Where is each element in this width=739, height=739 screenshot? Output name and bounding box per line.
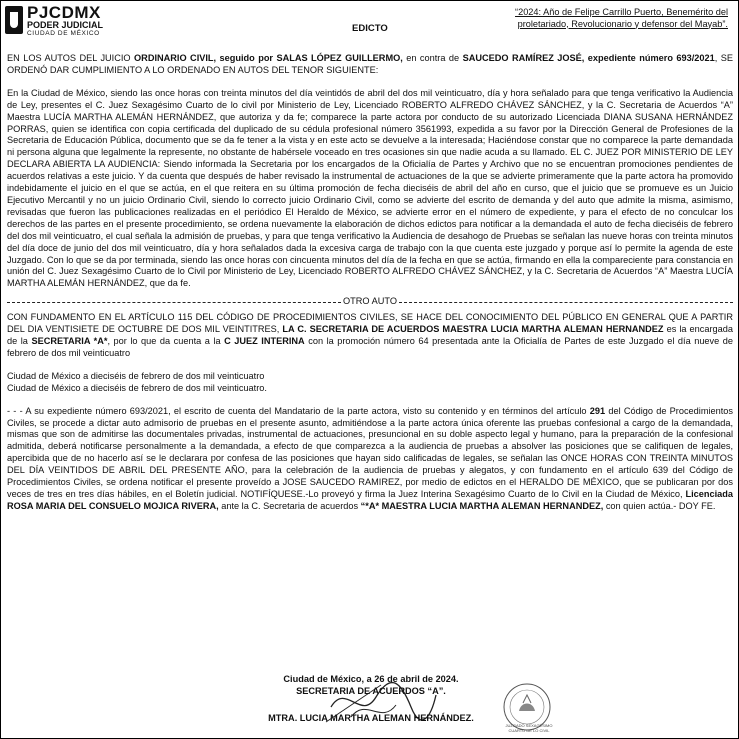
second-text-1: CON FUNDAMENTO EN EL ARTÍCULO 115 DEL CÓDIGO DE PROCEDIMIENTOS CIVILES, SE HACE DEL CONOCIMIENTO DEL PÚBLICO EN GENERAL QUE A PARTIR DEL DIA VENTISIETE DE OCTUBRE DE DOS MIL VEINTITRES, — [7, 312, 733, 335]
second-text-4: con la promoción número 64 presentada ante la Oficialía de Partes de este Juzgado el día nueve de febrero de dos mil veinticuatro — [7, 336, 733, 358]
logo-line1: PODER JUDICIAL — [27, 20, 104, 30]
signature-role: SECRETARIA DE ACUERDOS “A”. — [296, 686, 446, 696]
signature-block — [1, 673, 738, 739]
intro-bold-3: expediente número 693/2021 — [587, 53, 715, 63]
intro-text-1: EN LOS AUTOS DEL JUICIO — [7, 53, 135, 63]
resolution-text-1: - - - A su expediente número 693/2021, el escrito de cuenta del Mandatario de la parte actora, visto su contenido y en términos del artículo — [7, 405, 590, 416]
second-bold-3: C JUEZ INTERINA — [224, 336, 305, 347]
divider-label: OTRO AUTO — [343, 296, 397, 307]
section-divider — [7, 296, 733, 308]
resolution-bold-2: Licenciada ROSA MARIA DEL CONSUELO MOJICA RIVERA, — [7, 489, 733, 511]
intro-text-4: , SE ORDENÓ DAR CUMPLIMIENTO A LO ORDENADO EN AUTOS DEL TENOR SIGUIENTE: — [7, 53, 733, 75]
header — [1, 1, 738, 41]
pjcdmx-emblem-icon — [5, 6, 23, 34]
second-text-2: es la encargada de la — [7, 324, 733, 347]
hearing-paragraph: En la Ciudad de México, siendo las once horas con treinta minutos del día veintidós de abril del dos mil veinticuatro, día y hora señalado para que tenga verificativo la Audiencia de Ley, presentes el C. Juez Sexagésimo Cuarto de lo civil por Ministerio de Ley, Licenciado ROBERTO ALFREDO CHÁVEZ SÁNCHEZ, y la C. Secretaria de Acuerdos “A” Maestra LUCÍA MARTHA ALEMÁN HERNÁNDEZ, que autoriza y da fe; comparece la parte actora por conducto de su autorizado Licenciada DIANA SUSANA HERNÁNDEZ PORRAS, quien se identifica con copia certificada del duplicado de su cédula profesional número 3561993, expedida a su favor por la Dirección General de Profesiones de la Secretaria de Educación Pública, documento que se da fe tener a la vista y en este acto se devuelve a la interesada; Haciéndose constar que no comparece la parte demandada ni persona alguna que legalmente la represente, no obstante de habérsele voceado en tres ocasiones sin que nadie acuda a su llamado. EL C. JUEZ POR MINISTERIO DE LEY DECLARA ABIERTA LA AUDIENCIA: Siendo informada la Secretaria por los encargados de la Oficialía de Partes y Archivo que no se encuentran promociones pendientes de acuerdos relativas a este juicio. Y da cuenta que después de haber revisado la instrumental de actuaciones de la que se advierte primeramente que la parte actora ha promovido indebidamente el juicio en el que se actúa, en el que reitera en su última promoción de fecha dieciséis de abril del año en curso, que el juicio que se promueve es un Juicio Ejecutivo Mercantil y no un juicio Ordinario Civil, siendo lo correcto juicio Ordinario Civil, como se advierte del escrito de demanda y del auto que admite la misma, asimismo, revisadas que fueron las publicaciones realizadas en el periódico El Heraldo de México, se advierte error en el número de expediente, y para el efecto de no conculcar los derechos de las partes en el presente procedimiento, se ordena nuevamente la elaboración de dichos edictos para notificar a la demandada el auto de fecha dieciséis de febrero del dos mil veinticuatro, el cual señala la admisión de pruebas, y para que tenga verificativo la Audiencia de desahogo de Pruebas se señalan las nueve horas con treinta minutos del día doce de junio del dos mil veinticuatro, día y hora señalados dada la excesiva carga de trabajo con la que cuenta este juzgado y porque así lo permite la agenda de este Juzgado. Con lo que se da por terminada, siendo las once horas con cincuenta minutos del día de la fecha en que se actúa, firmando en ella la compareciente para constancia en unión del C. Juez Sexagésimo Cuarto de lo Civil por Ministerio de Ley, Licenciado ROBERTO ALFREDO CHÁVEZ SÁNCHEZ, y la C. Secretaria de Acuerdos “A” Maestra LUCÍA MARTHA ALEMÁN HERNÁNDEZ, que da fe. — [7, 87, 733, 289]
second-bold-1: LA C. SECRETARIA DE ACUERDOS MAESTRA LUCIA MARTHA ALEMAN HERNANDEZ — [282, 324, 664, 335]
document-title: EDICTO — [352, 23, 388, 34]
date-line-2: Ciudad de México a dieciséis de febrero de dos mil veinticuatro. — [7, 382, 267, 393]
logo-brand: PJCDMX — [27, 3, 101, 22]
signature-name: MTRA. LUCIA MARTHA ALEMAN HERNÁNDEZ. — [268, 713, 474, 723]
intro-text-2: en contra de — [402, 53, 463, 63]
intro-paragraph — [7, 53, 733, 77]
resolution-text-2: del Código de Procedimientos Civiles, se procede a dictar auto admisorio de pruebas en el presente asunto, admitiéndose a la parte actora única oferente las pruebas confesional a cargo de la demandada, mismas que son de admitirse las documentales privadas, instrumental de actuaciones, presuncional en su doble aspecto legal y humano, para la preparación de la confesional admitida, deberá notificarse personalmente a la demandada, a efecto de que comparezca a la audiencia de pruebas a absolver las posiciones que se califiquen de legales, apercibida que de no hacerlo así se le declarara por confesa de las posiciones que hayan sido calificadas de legales, se señalan las ONCE HORAS CON TREINTA MINUTOS DEL DÍA VEINTIDOS DE ABRIL DEL PRESENTE AÑO, para la celebración de la audiencia de pruebas y alegatos, y con fundamento en el artículo 639 del Código de Procedimientos Civiles, se ordena notificar el presente proveído a JOSE SAUCEDO RAMIREZ, por medio de edictos en el HERALDO DE MÉXICO, que se publicaran por dos veces de tres en tres días hábiles, en el Boletín judicial. NOTIFÍQUESE.-Lo proveyó y firma la Juez Interina Sexagésimo Cuarto de lo Civil en la Ciudad de México, — [7, 405, 733, 499]
year-motto: “2024: Año de Felipe Carrillo Puerto, Benemérito del proletariado, Revolucionario y defensor del Mayab”. — [515, 7, 728, 29]
resolution-text-3: ante la C. Secretaria de acuerdos — [218, 500, 361, 511]
signature-place-date: Ciudad de México, a 26 de abril de 2024. — [283, 674, 459, 684]
intro-bold-2: SAUCEDO RAMÍREZ JOSÉ, — [462, 53, 585, 63]
pjcdmx-logo — [5, 4, 115, 38]
signature-lines — [201, 673, 541, 724]
intro-bold-1: ORDINARIO CIVIL, seguido por SALAS LÓPEZ GUILLERMO, — [134, 53, 403, 63]
logo-line2: CIUDAD DE MÉXICO — [27, 30, 100, 37]
seal-caption: JUZGADO SEXAGÉSIMO CUARTO DE LO CIVIL — [505, 723, 553, 733]
resolution-text-4: con quien actúa.- DOY FE. — [603, 500, 716, 511]
resolution-bold-3: “*A* MAESTRA LUCIA MARTHA ALEMAN HERNANDEZ, — [360, 500, 604, 511]
second-bold-2: SECRETARIA *A* — [31, 336, 108, 347]
document-body — [7, 53, 733, 513]
second-auto-paragraph — [7, 312, 733, 360]
resolution-bold-1: 291 — [589, 405, 606, 416]
resolution-paragraph — [7, 406, 733, 513]
date-line-1: Ciudad de México a dieciséis de febrero de dos mil veinticuatro — [7, 370, 265, 381]
divider-line-right — [399, 302, 733, 303]
divider-line-left — [7, 302, 341, 303]
second-text-3: , por lo que da cuenta a la — [107, 336, 225, 347]
